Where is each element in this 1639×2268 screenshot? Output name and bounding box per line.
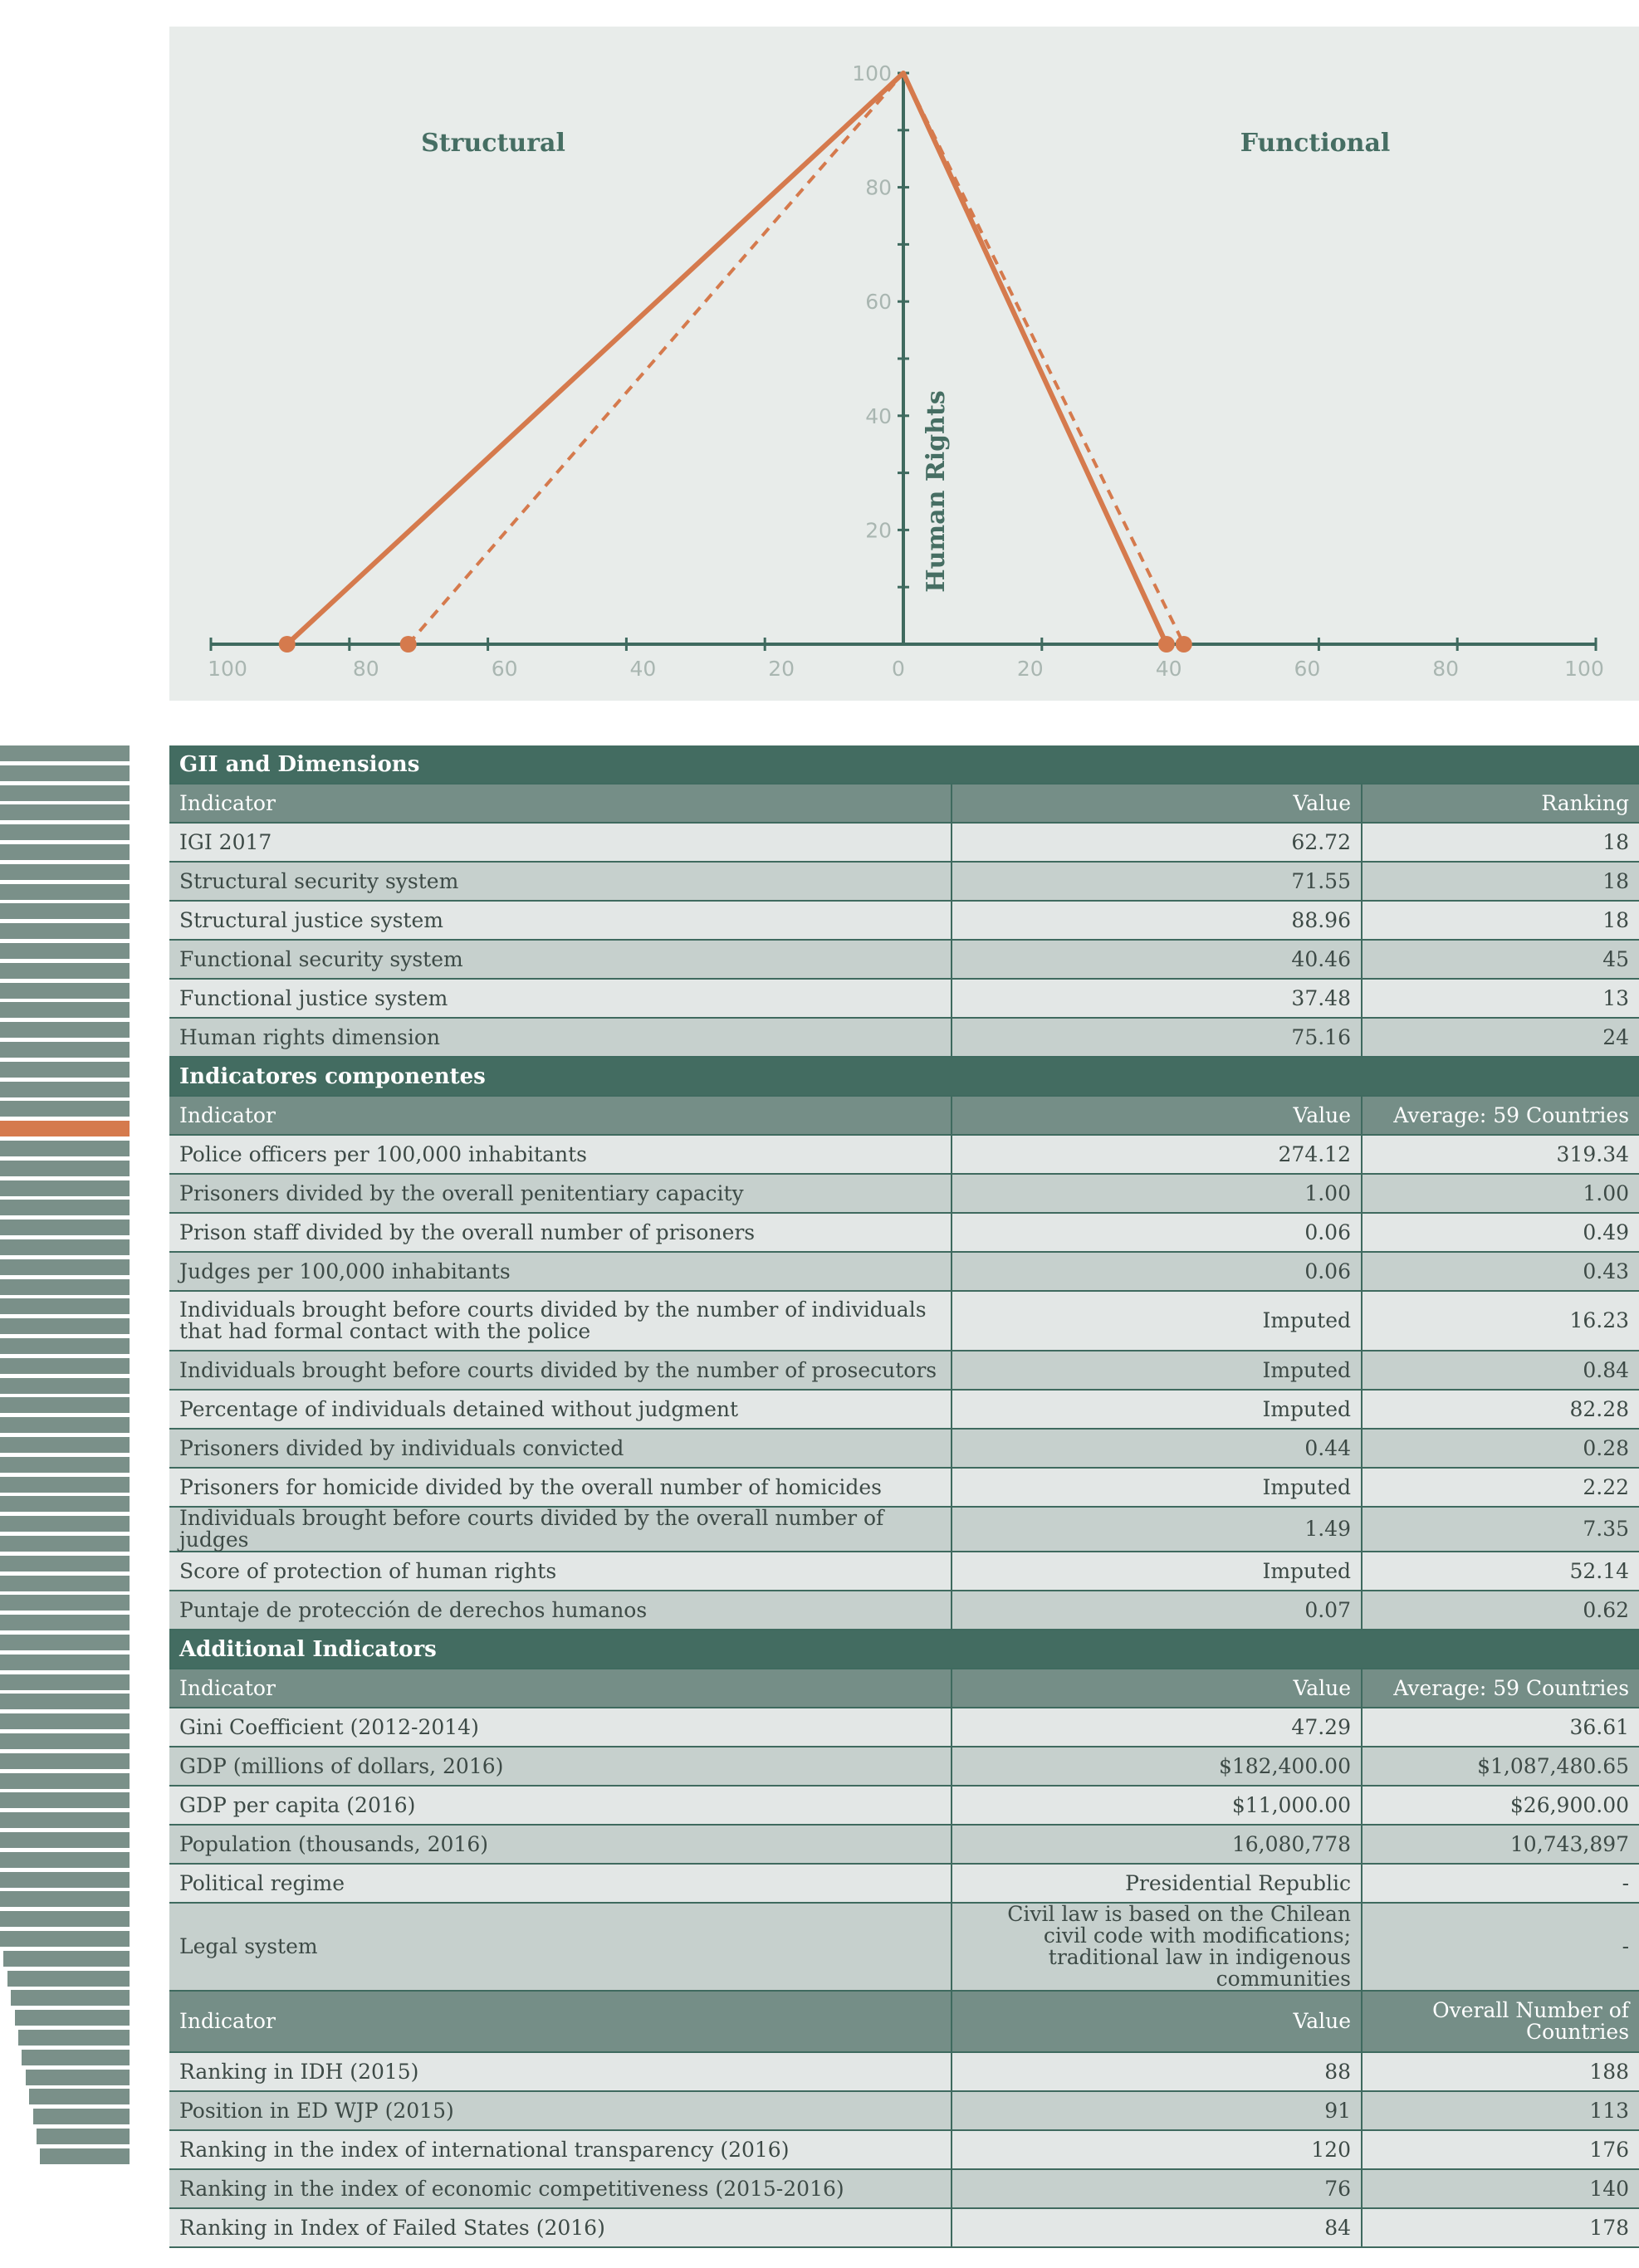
value-cell: $182,400.00	[952, 1747, 1362, 1786]
table-row	[169, 1018, 1639, 1057]
rail-bar	[0, 745, 130, 761]
indicator-cell: Individuals brought before courts divided by the number of individuals that had formal contact with the police	[169, 1291, 952, 1351]
table-row	[169, 2130, 1639, 2169]
x-tick-label-right: 20	[1016, 657, 1044, 681]
indicator-cell: Prisoners divided by the overall penitentiary capacity	[169, 1174, 952, 1213]
section-title-row	[169, 1630, 1639, 1669]
rail-bar	[0, 1931, 130, 1947]
table-row	[169, 940, 1639, 979]
header-row	[169, 1669, 1639, 1708]
indicator-cell: Score of protection of human rights	[169, 1552, 952, 1591]
value-cell: Imputed	[952, 1468, 1362, 1507]
indicator-cell: Prisoners for homicide divided by the overall number of homicides	[169, 1468, 952, 1507]
header-row	[169, 1991, 1639, 2052]
section-title-row	[169, 1057, 1639, 1096]
rail-bar	[0, 765, 130, 781]
reference-cell: 176	[1362, 2130, 1639, 2169]
value-cell: $11,000.00	[952, 1786, 1362, 1825]
value-cell: 75.16	[952, 1018, 1362, 1057]
rail-bar	[0, 1062, 130, 1078]
value-cell: Imputed	[952, 1351, 1362, 1390]
rail-bar	[7, 1971, 130, 1987]
reference-cell: 24	[1362, 1018, 1639, 1057]
header-indicator: Indicator	[169, 1991, 952, 2052]
rail-bar	[0, 923, 130, 939]
reference-cell: 113	[1362, 2091, 1639, 2130]
table-row	[169, 1591, 1639, 1630]
table-row	[169, 1825, 1639, 1864]
rail-bar	[0, 1773, 130, 1789]
section-title: GII and Dimensions	[169, 745, 1639, 784]
header-reference: Average: 59 Countries	[1362, 1096, 1639, 1135]
value-cell: 40.46	[952, 940, 1362, 979]
indicator-cell: Ranking in IDH (2015)	[169, 2052, 952, 2091]
value-cell: 0.06	[952, 1213, 1362, 1252]
indicator-cell: IGI 2017	[169, 823, 952, 862]
triangle-chart	[169, 27, 1639, 701]
point-structural-dashed	[400, 636, 417, 653]
rail-bar	[29, 2089, 130, 2104]
rail-bar	[0, 1457, 130, 1473]
indicator-cell: Prisoners divided by individuals convicted	[169, 1429, 952, 1468]
indicator-cell: Judges per 100,000 inhabitants	[169, 1252, 952, 1291]
section-title-row	[169, 745, 1639, 784]
table-row	[169, 2169, 1639, 2208]
reference-cell: 36.61	[1362, 1708, 1639, 1747]
y-tick-label: 40	[865, 403, 892, 428]
value-cell: 1.00	[952, 1174, 1362, 1213]
table-row	[169, 1864, 1639, 1903]
table-row	[169, 1429, 1639, 1468]
table-row	[169, 2208, 1639, 2247]
indicator-cell: Legal system	[169, 1903, 952, 1991]
header-value: Value	[952, 1096, 1362, 1135]
value-cell: Presidential Republic	[952, 1864, 1362, 1903]
rail-bar	[0, 1615, 130, 1630]
reference-cell: 82.28	[1362, 1390, 1639, 1429]
value-cell: Civil law is based on the Chilean civil code with modifications; traditional law in indigenous communities	[952, 1903, 1362, 1991]
indicator-cell: Structural security system	[169, 862, 952, 901]
reference-cell: 18	[1362, 862, 1639, 901]
x-tick-label-left: 20	[768, 657, 795, 681]
rail-bar	[0, 1536, 130, 1552]
rail-bar	[0, 1378, 130, 1394]
rail-bar	[0, 1516, 130, 1532]
rail-bar	[0, 1002, 130, 1018]
rail-bar	[0, 1338, 130, 1354]
rail-bar	[0, 1496, 130, 1512]
rail-bar	[0, 1753, 130, 1769]
table-row	[169, 1507, 1639, 1552]
table-row	[169, 1747, 1639, 1786]
header-indicator: Indicator	[169, 784, 952, 823]
table-row	[169, 2052, 1639, 2091]
rail-bar	[40, 2148, 130, 2164]
header-value: Value	[952, 1669, 1362, 1708]
table-row	[169, 1291, 1639, 1351]
header-row	[169, 784, 1639, 823]
table-row	[169, 901, 1639, 940]
table-row	[169, 1252, 1639, 1291]
reference-cell: 178	[1362, 2208, 1639, 2247]
value-cell: 76	[952, 2169, 1362, 2208]
table-row	[169, 862, 1639, 901]
rail-bar	[0, 1674, 130, 1690]
rail-bar	[0, 1141, 130, 1156]
x-tick-label-right: 60	[1294, 657, 1321, 681]
y-tick-label: 20	[865, 518, 892, 543]
rail-bar	[0, 1832, 130, 1848]
rail-bar	[0, 1417, 130, 1433]
x-tick-label-right: 80	[1432, 657, 1460, 681]
y-tick-label: 80	[865, 175, 892, 200]
reference-cell: 1.00	[1362, 1174, 1639, 1213]
value-cell: 0.07	[952, 1591, 1362, 1630]
table-row	[169, 1708, 1639, 1747]
rail-bar	[0, 1022, 130, 1038]
rail-bar	[0, 1891, 130, 1907]
rail-bar	[0, 1279, 130, 1295]
reference-cell: 188	[1362, 2052, 1639, 2091]
rail-bar	[0, 1042, 130, 1058]
indicator-cell: Structural justice system	[169, 901, 952, 940]
rail-bar	[0, 804, 130, 820]
y-tick-label: 60	[865, 290, 892, 315]
rail-bar	[0, 1713, 130, 1729]
y-tick-label: 100	[852, 61, 892, 86]
rail-bar	[0, 983, 130, 999]
x-tick-label-left: 100	[208, 657, 247, 681]
rail-bar	[26, 2070, 130, 2085]
rail-bar	[0, 943, 130, 959]
indicator-cell: Gini Coefficient (2012-2014)	[169, 1708, 952, 1747]
value-cell: 62.72	[952, 823, 1362, 862]
reference-cell: 0.49	[1362, 1213, 1639, 1252]
rail-bar	[0, 1397, 130, 1413]
reference-cell: 7.35	[1362, 1507, 1639, 1552]
header-indicator: Indicator	[169, 1096, 952, 1135]
rail-bar	[0, 1437, 130, 1453]
reference-cell: 0.84	[1362, 1351, 1639, 1390]
rail-bar	[0, 1121, 130, 1136]
value-cell: 0.06	[952, 1252, 1362, 1291]
rail-bar	[0, 844, 130, 860]
reference-cell: 0.43	[1362, 1252, 1639, 1291]
rail-bar	[0, 1852, 130, 1868]
reference-cell: 140	[1362, 2169, 1639, 2208]
rail-bar	[11, 1990, 130, 2006]
table-row	[169, 1390, 1639, 1429]
section-title: Indicatores componentes	[169, 1057, 1639, 1096]
rail-bar	[0, 1812, 130, 1828]
human-rights-label: Human Rights	[922, 390, 951, 593]
table-row	[169, 979, 1639, 1018]
header-reference: Overall Number of Countries	[1362, 1991, 1639, 2052]
indicator-cell: Percentage of individuals detained without judgment	[169, 1390, 952, 1429]
indicator-cell: GDP (millions of dollars, 2016)	[169, 1747, 952, 1786]
rail-bar	[0, 1220, 130, 1235]
rail-bar	[3, 1951, 130, 1967]
value-cell: Imputed	[952, 1552, 1362, 1591]
value-cell: Imputed	[952, 1291, 1362, 1351]
header-reference: Average: 59 Countries	[1362, 1669, 1639, 1708]
rail-bar	[0, 884, 130, 900]
reference-cell: -	[1362, 1864, 1639, 1903]
point-functional-solid	[1158, 636, 1175, 653]
value-cell: 0.44	[952, 1429, 1362, 1468]
rail-bar	[0, 903, 130, 919]
series-line-dashed	[409, 73, 1184, 644]
x-tick-label-right: 100	[1564, 657, 1604, 681]
header-row	[169, 1096, 1639, 1135]
header-value: Value	[952, 784, 1362, 823]
reference-cell: 2.22	[1362, 1468, 1639, 1507]
indicator-cell: Prison staff divided by the overall number of prisoners	[169, 1213, 952, 1252]
reference-cell: 0.28	[1362, 1429, 1639, 1468]
point-structural-solid	[279, 636, 296, 653]
chart-svg	[169, 27, 1639, 701]
table-row	[169, 2091, 1639, 2130]
rail-bar	[0, 1556, 130, 1571]
rail-bar	[0, 963, 130, 979]
country-indicators-table	[169, 745, 1639, 2248]
indicator-cell: Individuals brought before courts divided by the number of prosecutors	[169, 1351, 952, 1390]
x-tick-label-left: 40	[629, 657, 657, 681]
reference-cell: 52.14	[1362, 1552, 1639, 1591]
table-row	[169, 1903, 1639, 1991]
value-cell: 84	[952, 2208, 1362, 2247]
x-tick-label-left: 60	[491, 657, 518, 681]
value-cell: 120	[952, 2130, 1362, 2169]
header-value: Value	[952, 1991, 1362, 2052]
value-cell: 274.12	[952, 1135, 1362, 1174]
indicator-cell: Functional security system	[169, 940, 952, 979]
table-row	[169, 1213, 1639, 1252]
table-row	[169, 1351, 1639, 1390]
rail-bar	[0, 1635, 130, 1650]
indicator-cell: Police officers per 100,000 inhabitants	[169, 1135, 952, 1174]
indicator-cell: Ranking in Index of Failed States (2016)	[169, 2208, 952, 2247]
rail-bar	[0, 1298, 130, 1314]
rail-bar	[0, 1792, 130, 1808]
reference-cell: 10,743,897	[1362, 1825, 1639, 1864]
table-row	[169, 1174, 1639, 1213]
structural-label: Structural	[421, 129, 565, 158]
value-cell: 1.49	[952, 1507, 1362, 1552]
rail-bar	[0, 1101, 130, 1117]
table-row	[169, 1786, 1639, 1825]
rail-bar	[0, 864, 130, 880]
table-row	[169, 1552, 1639, 1591]
rail-bar	[22, 2050, 130, 2065]
indicator-cell: Individuals brought before courts divided by the overall number of judges	[169, 1507, 952, 1552]
rail-bar	[0, 1733, 130, 1749]
indicator-cell: Ranking in the index of economic competitiveness (2015-2016)	[169, 2169, 952, 2208]
rail-bar	[0, 1200, 130, 1215]
rail-bar	[0, 1161, 130, 1176]
rail-bar	[0, 1082, 130, 1097]
section-title: Additional Indicators	[169, 1630, 1639, 1669]
rail-bar	[18, 2030, 130, 2046]
reference-cell: 45	[1362, 940, 1639, 979]
indicator-cell: Population (thousands, 2016)	[169, 1825, 952, 1864]
rail-bar	[37, 2129, 130, 2144]
rail-bar	[0, 1694, 130, 1709]
rail-bar	[0, 1595, 130, 1611]
table-row	[169, 1135, 1639, 1174]
reference-cell: 0.62	[1362, 1591, 1639, 1630]
indicator-cell: Position in ED WJP (2015)	[169, 2091, 952, 2130]
rail-bar	[0, 1655, 130, 1670]
series-line-solid	[287, 73, 1167, 644]
value-cell: 16,080,778	[952, 1825, 1362, 1864]
rail-bar	[0, 824, 130, 840]
rail-bar	[0, 1239, 130, 1255]
rail-bar	[0, 1259, 130, 1275]
reference-cell: 13	[1362, 979, 1639, 1018]
indicator-cell: Ranking in the index of international transparency (2016)	[169, 2130, 952, 2169]
functional-label: Functional	[1240, 129, 1391, 158]
rail-bar	[0, 1576, 130, 1591]
indicator-cell: GDP per capita (2016)	[169, 1786, 952, 1825]
rail-bar	[33, 2109, 130, 2124]
reference-cell: 16.23	[1362, 1291, 1639, 1351]
table-row	[169, 823, 1639, 862]
value-cell: 47.29	[952, 1708, 1362, 1747]
reference-cell: 319.34	[1362, 1135, 1639, 1174]
reference-cell: 18	[1362, 901, 1639, 940]
value-cell: 91	[952, 2091, 1362, 2130]
header-reference: Ranking	[1362, 784, 1639, 823]
value-cell: Imputed	[952, 1390, 1362, 1429]
rail-bar	[0, 1872, 130, 1888]
x-tick-label-center: 0	[892, 657, 905, 681]
indicator-cell: Political regime	[169, 1864, 952, 1903]
reference-cell: -	[1362, 1903, 1639, 1991]
header-indicator: Indicator	[169, 1669, 952, 1708]
x-tick-label-left: 80	[352, 657, 379, 681]
reference-cell: $1,087,480.65	[1362, 1747, 1639, 1786]
reference-cell: 18	[1362, 823, 1639, 862]
value-cell: 71.55	[952, 862, 1362, 901]
value-cell: 37.48	[952, 979, 1362, 1018]
indicator-cell: Functional justice system	[169, 979, 952, 1018]
rail-bar	[0, 1911, 130, 1927]
rail-bar	[0, 1180, 130, 1196]
value-cell: 88	[952, 2052, 1362, 2091]
table-row	[169, 1468, 1639, 1507]
indicator-cell: Human rights dimension	[169, 1018, 952, 1057]
rail-bar	[0, 785, 130, 801]
rail-bar	[0, 1477, 130, 1493]
rail-bar	[0, 1318, 130, 1334]
value-cell: 88.96	[952, 901, 1362, 940]
rail-bar	[0, 1358, 130, 1374]
rail-bar	[15, 2010, 130, 2026]
indicator-cell: Puntaje de protección de derechos humanos	[169, 1591, 952, 1630]
reference-cell: $26,900.00	[1362, 1786, 1639, 1825]
x-tick-label-right: 40	[1155, 657, 1182, 681]
point-functional-dashed	[1176, 636, 1192, 653]
